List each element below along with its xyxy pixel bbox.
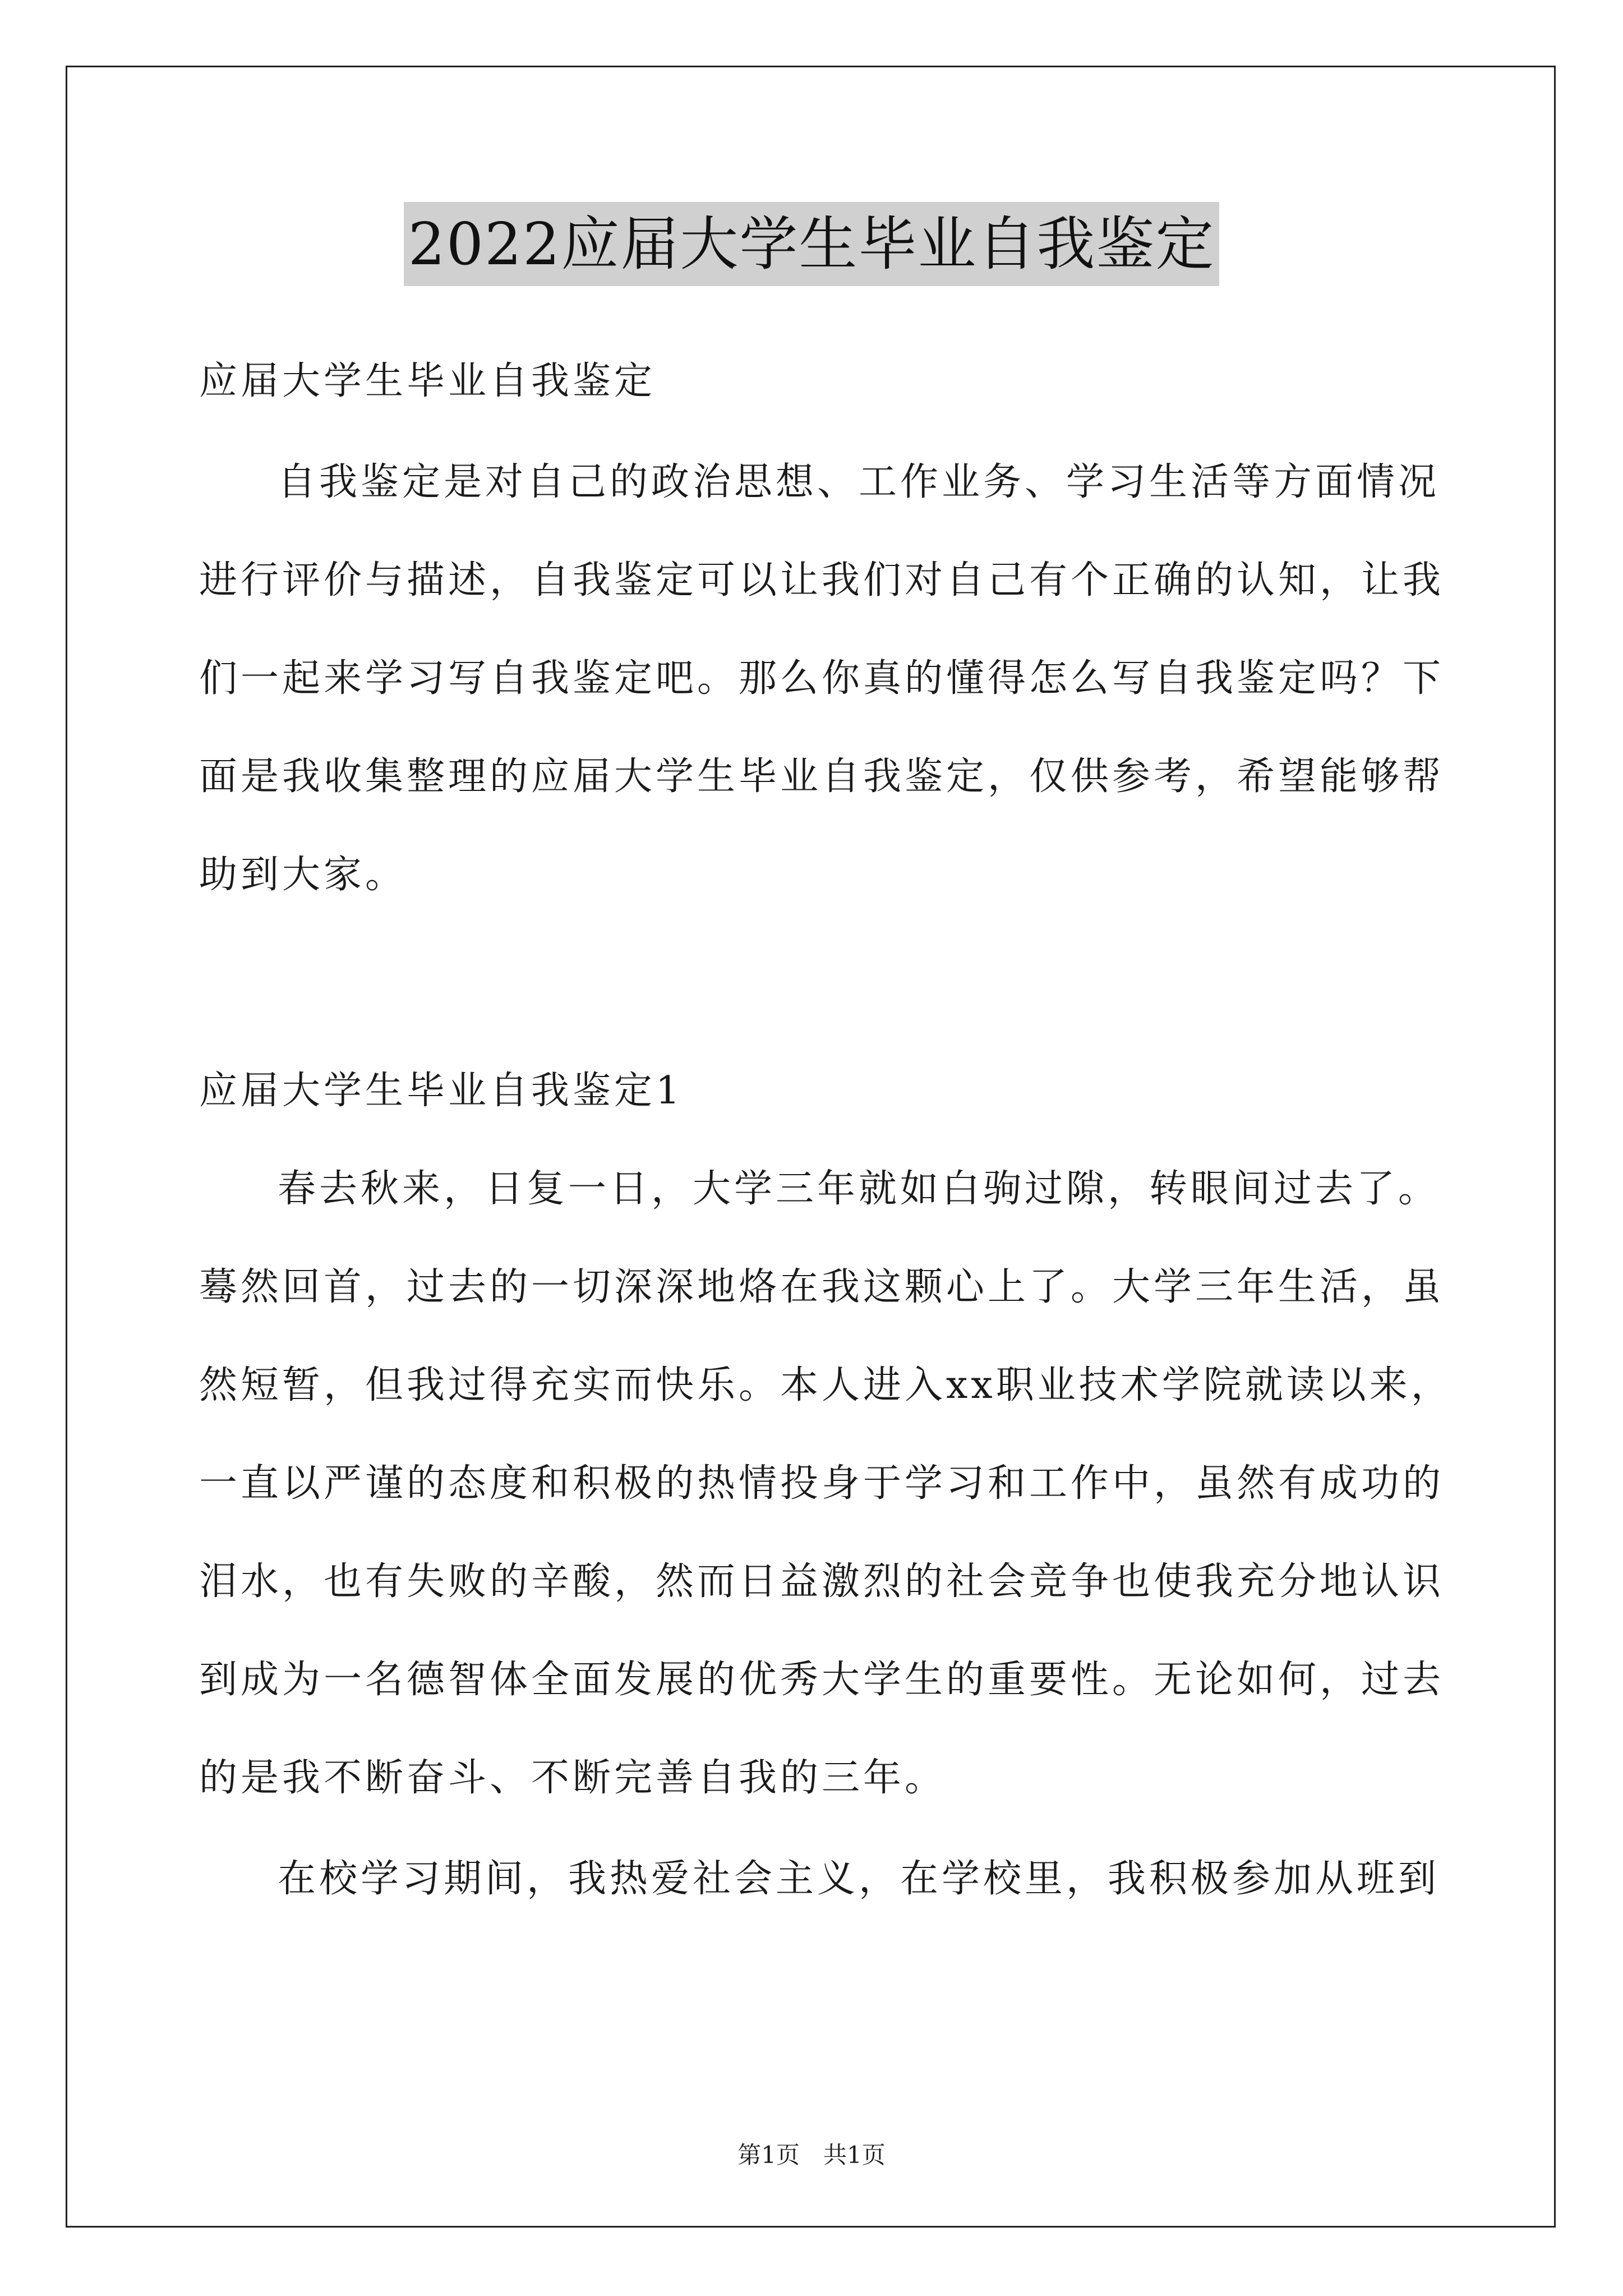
paragraph-line: 面是我收集整理的应届大学生毕业自我鉴定，仅供参考，希望能够帮	[199, 754, 1445, 799]
paragraph-line: 蓦然回首，过去的一切深深地烙在我这颗心上了。大学三年生活，虽	[199, 1265, 1445, 1309]
paragraph-line: 在校学习期间，我热爱社会主义，在学校里，我积极参加从班到	[278, 1857, 1440, 1901]
document-title: 2022应届大学生毕业自我鉴定	[404, 202, 1220, 286]
paragraph-line: 助到大家。	[199, 853, 407, 897]
paragraph-line: 一直以严谨的态度和积极的热情投身于学习和工作中，虽然有成功的	[199, 1461, 1445, 1506]
paragraph-line: 们一起来学习写自我鉴定吧。那么你真的懂得怎么写自我鉴定吗？下	[199, 656, 1445, 701]
paragraph-line: 自我鉴定是对自己的政治思想、工作业务、学习生活等方面情况	[278, 460, 1440, 504]
paragraph-line: 的是我不断奋斗、不断完善自我的三年。	[199, 1756, 947, 1800]
paragraph-line: 然短暂，但我过得充实而快乐。本人进入xx职业技术学院就读以来，	[199, 1363, 1453, 1407]
paragraph-line: 进行评价与描述，自我鉴定可以让我们对自己有个正确的认知，让我	[199, 558, 1445, 602]
section-heading: 应届大学生毕业自我鉴定1	[199, 1069, 684, 1113]
title-container	[0, 202, 1623, 286]
paragraph-line: 泪水，也有失败的辛酸，然而日益激烈的社会竞争也使我充分地认识	[199, 1559, 1445, 1604]
page-footer: 第1页 共1页	[737, 2141, 886, 2169]
paragraph-line: 春去秋来，日复一日，大学三年就如白驹过隙，转眼间过去了。	[278, 1167, 1440, 1211]
section-heading: 应届大学生毕业自我鉴定	[199, 359, 656, 403]
paragraph-line: 到成为一名德智体全面发展的优秀大学生的重要性。无论如何，过去	[199, 1658, 1445, 1702]
